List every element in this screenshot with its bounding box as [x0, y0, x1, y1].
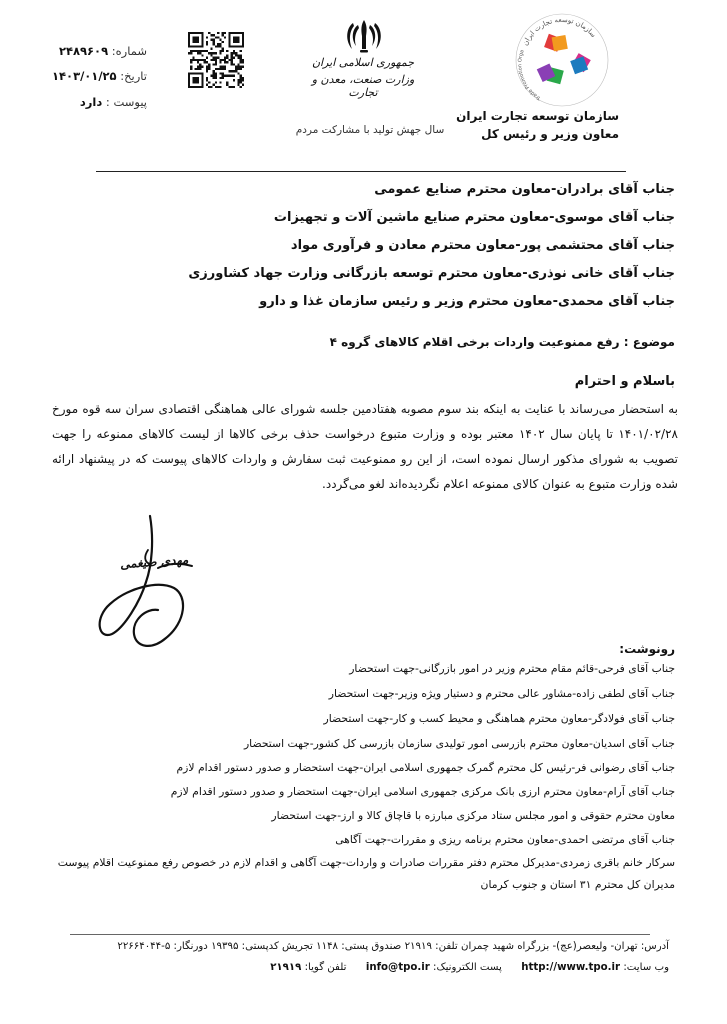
recipient-line: جناب آقای خانی نوذری-معاون محترم توسعه بازرگانی وزارت جهاد کشاورزی — [188, 266, 675, 281]
ministry-line-2: وزارت صنعت، معدن و تجارت — [311, 73, 415, 99]
letter-attachment — [80, 95, 147, 109]
logo-arc-text: سازمان توسعه تجارت ایران — [521, 15, 598, 47]
letter-date — [52, 69, 147, 83]
letter-body: به استحضار می‌رساند با عنایت به اینکه بند سوم مصوبه هفتادمین جلسه شورای عالی هماهنگی اقتصادی سران سه قوه مورخ ۱۴۰۱/۰۲/۲۸ تا پایان سال ۱۴۰۲ معتبر بوده و وزارت متبوع درخواست حذف برخی کالاها از لیست کالاهای ممنوعه را جهت تصویب به شورای مذکور ارسال نموده است، از این رو ممنوعیت ثبت سفارش و واردات کالاهای پیوست که در پیشنهاد ارائه شده وزارت متبوع به عنوان کالای ممنوعه اعلام نگردیده‌اند لغو می‌گردد. — [52, 402, 678, 491]
greeting: باسلام و احترام — [574, 374, 675, 389]
footer-contact — [270, 962, 669, 973]
letter-attachment-label: پیوست : — [105, 95, 147, 109]
ministry-line-1: جمهوری اسلامی ایران — [311, 56, 415, 69]
copy-recipient: معاون محترم حقوقی و امور مجلس ستاد مرکزی مبارزه با قاچاق کالا و ارز-جهت استحضار — [271, 809, 675, 822]
qr-code-icon — [188, 32, 244, 88]
recipient-line: جناب آقای محتشمی پور-معاون محترم معادن و فرآوری مواد — [290, 238, 675, 253]
letter-subject: موضوع : رفع ممنوعیت واردات برخی اقلام کالاهای گروه ۴ — [329, 335, 675, 349]
letter-date-label: تاریخ: — [120, 69, 147, 83]
phone-label: تلفن گویا: — [304, 962, 347, 973]
footer-divider — [70, 934, 650, 935]
copy-recipient: سرکار خانم باقری زمردی-مدیرکل محترم دفتر مقررات صادرات و واردات-جهت آگاهی و اقدام لازم در خصوص رفع ممنوعیت اقلام پیوست — [57, 856, 675, 869]
iran-emblem-icon — [343, 16, 385, 56]
copy-recipient: مدیران کل محترم ۳۱ استان و جنوب کرمان — [480, 878, 675, 891]
svg-text:Trade Promotion Organization o: Trade Promotion Orga — [517, 49, 543, 101]
copies-title: رونوشت: — [619, 642, 675, 656]
phone-value: ۲۱۹۱۹ — [270, 962, 302, 973]
copy-recipient: جناب آقای فولادگر-معاون محترم هماهنگی و محیط کسب و کار-جهت استحضار — [323, 712, 675, 725]
letter-number-value: ۲۴۸۹۶۰۹ — [58, 44, 109, 58]
letter-date-value: ۱۴۰۳/۰۱/۲۵ — [52, 69, 117, 83]
tpo-logo-icon — [512, 10, 612, 110]
copy-recipient: جناب آقای اسدیان-معاون محترم بازرسی امور تولیدی سازمان بازرسی کل کشور-جهت استحضار — [243, 737, 675, 750]
copy-recipient: جناب آقای لطفی زاده-مشاور عالی محترم و دستیار ویژه وزیر-جهت استحضار — [328, 687, 675, 700]
recipient-line: جناب آقای محمدی-معاون محترم وزیر و رئیس سازمان غذا و دارو — [259, 294, 675, 309]
copy-recipient: جناب آقای رضوانی فر-رئیس کل محترم گمرک جمهوری اسلامی ایران-جهت استحضار و صدور دستور اقدام لازم — [176, 761, 675, 774]
email-link[interactable]: info@tpo.ir — [365, 962, 430, 973]
letter-number — [59, 44, 147, 58]
recipient-line: جناب آقای برادران-معاون محترم صنایع عمومی — [374, 182, 675, 197]
copy-recipient: جناب آقای فرحی-قائم مقام محترم وزیر در امور بازرگانی-جهت استحضار — [349, 662, 675, 675]
org-subtitle: معاون وزیر و رئیس کل — [481, 127, 619, 141]
footer-address: آدرس: تهران- ولیعصر(عج)- بزرگراه شهید چمران تلفن: ۲۱۹۱۹ صندوق پستی: ۱۱۴۸ تجریش کدپستی: ۱۹۳۹۵ دورنگار: ۵-۲۲۶۶۴۰۴۴ — [117, 941, 669, 952]
header-divider — [96, 171, 626, 172]
year-slogan: سال جهش تولید با مشارکت مردم — [295, 124, 445, 136]
letter-number-label: شماره: — [111, 44, 147, 58]
recipient-line: جناب آقای موسوی-معاون محترم صنایع ماشین آلات و تجهیزات — [273, 210, 675, 225]
copy-recipient: جناب آقای مرتضی احمدی-معاون محترم برنامه ریزی و مقررات-جهت آگاهی — [335, 833, 675, 846]
copy-recipient: جناب آقای آرام-معاون محترم ارزی بانک مرکزی جمهوری اسلامی ایران-جهت استحضار و صدور دستور اقدام لازم — [170, 785, 675, 798]
letter-attachment-value: دارد — [79, 95, 103, 109]
org-name: سازمان توسعه تجارت ایران — [456, 109, 619, 123]
website-label: وب سایت: — [623, 962, 669, 973]
signatory-name: مهدی ضیغمی — [119, 552, 189, 572]
website-link[interactable]: http://www.tpo.ir — [521, 962, 621, 973]
email-label: پست الکترونیک: — [433, 962, 502, 973]
handwritten-signature — [88, 510, 208, 655]
